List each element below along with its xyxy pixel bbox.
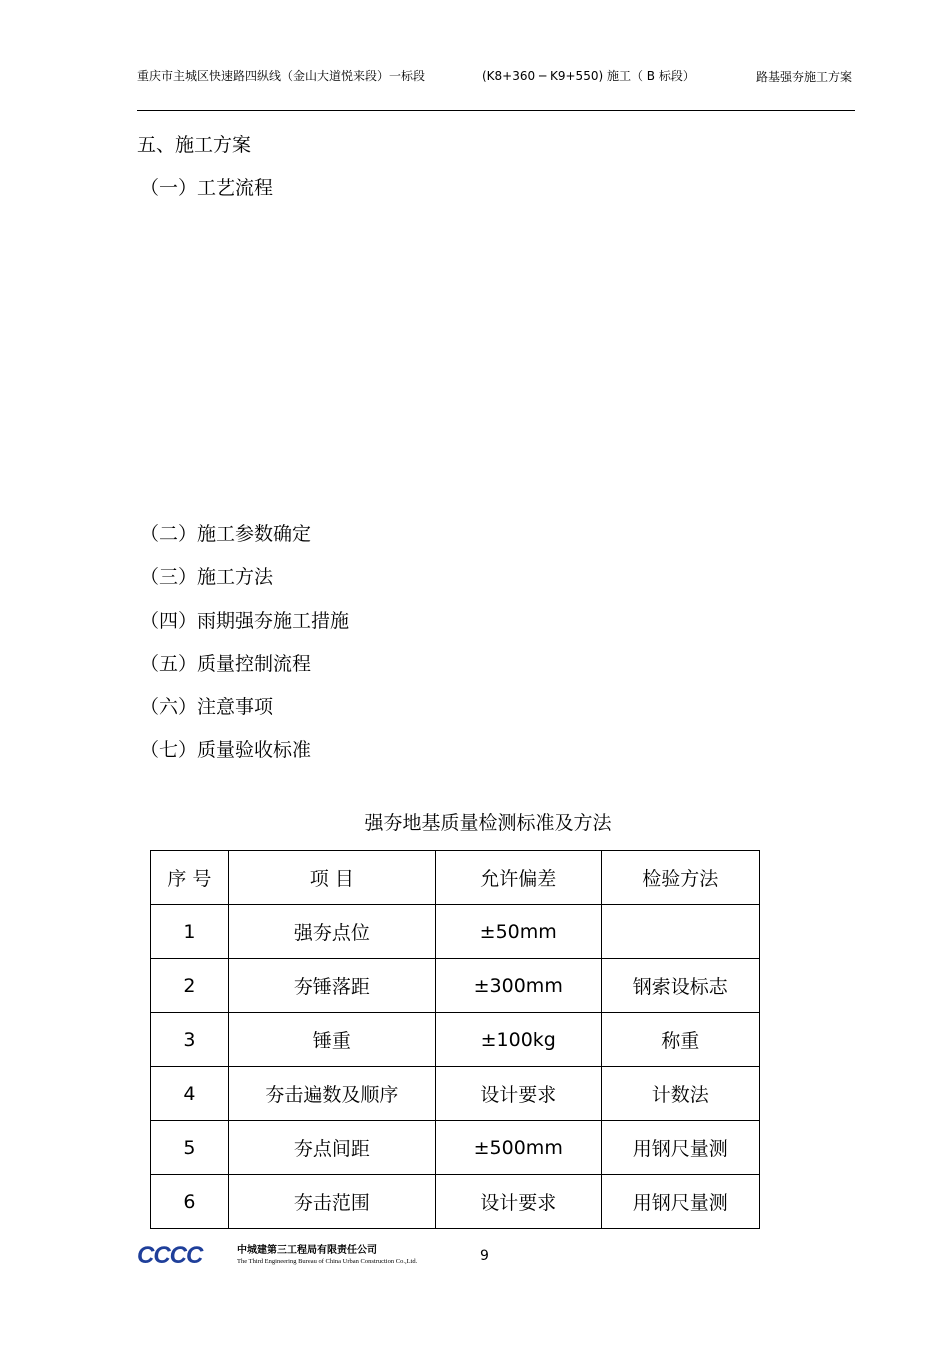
subsection-parameters: （二）施工参数确定 [140, 523, 312, 545]
cell-item: 夯击遍数及顺序 [228, 1067, 435, 1121]
cell-item: 夯点间距 [228, 1121, 435, 1175]
header-cell-tolerance: 允许偏差 [435, 851, 601, 905]
table-header-row [151, 851, 760, 905]
table-row [151, 1067, 760, 1121]
subsection-rainy-season: （四）雨期强夯施工措施 [140, 610, 350, 632]
cell-method: 用钢尺量测 [601, 1175, 759, 1229]
cell-index: 3 [151, 1013, 229, 1067]
cell-method: 称重 [601, 1013, 759, 1067]
cell-method: 计数法 [601, 1067, 759, 1121]
cell-tolerance: ±300mm [435, 959, 601, 1013]
header-cell-item: 项 目 [228, 851, 435, 905]
table-title: 强夯地基质量检测标准及方法 [364, 812, 612, 834]
cell-tolerance: 设计要求 [435, 1067, 601, 1121]
cell-tolerance: 设计要求 [435, 1175, 601, 1229]
cell-index: 1 [151, 905, 229, 959]
cell-tolerance: ±50mm [435, 905, 601, 959]
subsection-quality-flow: （五）质量控制流程 [140, 653, 312, 675]
quality-standard-table [150, 850, 760, 1229]
company-name-en: The Third Engineering Bureau of China Urban Construction Co.,Ltd. [237, 1258, 418, 1265]
table-row [151, 959, 760, 1013]
table-row [151, 905, 760, 959]
table-row [151, 1013, 760, 1067]
header-cell-index: 序 号 [151, 851, 229, 905]
company-logo [137, 1243, 467, 1267]
subsection-precautions: （六）注意事项 [140, 696, 274, 718]
cell-item: 夯击范围 [228, 1175, 435, 1229]
page-number: 9 [480, 1248, 489, 1264]
header-project-name: 重庆市主城区快速路四纵线（金山大道悦来段）一标段 [137, 69, 426, 83]
section-title: 五、施工方案 [137, 134, 252, 156]
table-row [151, 1175, 760, 1229]
cell-method: 钢索设标志 [601, 959, 759, 1013]
cell-method [601, 905, 759, 959]
cell-item: 锤重 [228, 1013, 435, 1067]
subsection-method: （三）施工方法 [140, 566, 274, 588]
subsection-process-flow: （一）工艺流程 [140, 177, 274, 199]
cell-index: 6 [151, 1175, 229, 1229]
cell-tolerance: ±500mm [435, 1121, 601, 1175]
cccc-logo-mark: CCCC [137, 1243, 203, 1267]
subsection-acceptance: （七）质量验收标准 [140, 739, 312, 761]
cell-index: 5 [151, 1121, 229, 1175]
table-row [151, 1121, 760, 1175]
cell-tolerance: ±100kg [435, 1013, 601, 1067]
cell-index: 2 [151, 959, 229, 1013]
header-document-title: 路基强夯施工方案 [755, 70, 852, 84]
header-divider [137, 110, 855, 111]
header-cell-method: 检验方法 [601, 851, 759, 905]
cell-method: 用钢尺量测 [601, 1121, 759, 1175]
cell-item: 夯锤落距 [228, 959, 435, 1013]
header-section-range: (K8+360 ─ K9+550) 施工（ B 标段） [482, 69, 695, 83]
company-name-cn: 中城建第三工程局有限责任公司 [237, 1245, 377, 1256]
cell-item: 强夯点位 [228, 905, 435, 959]
cell-index: 4 [151, 1067, 229, 1121]
